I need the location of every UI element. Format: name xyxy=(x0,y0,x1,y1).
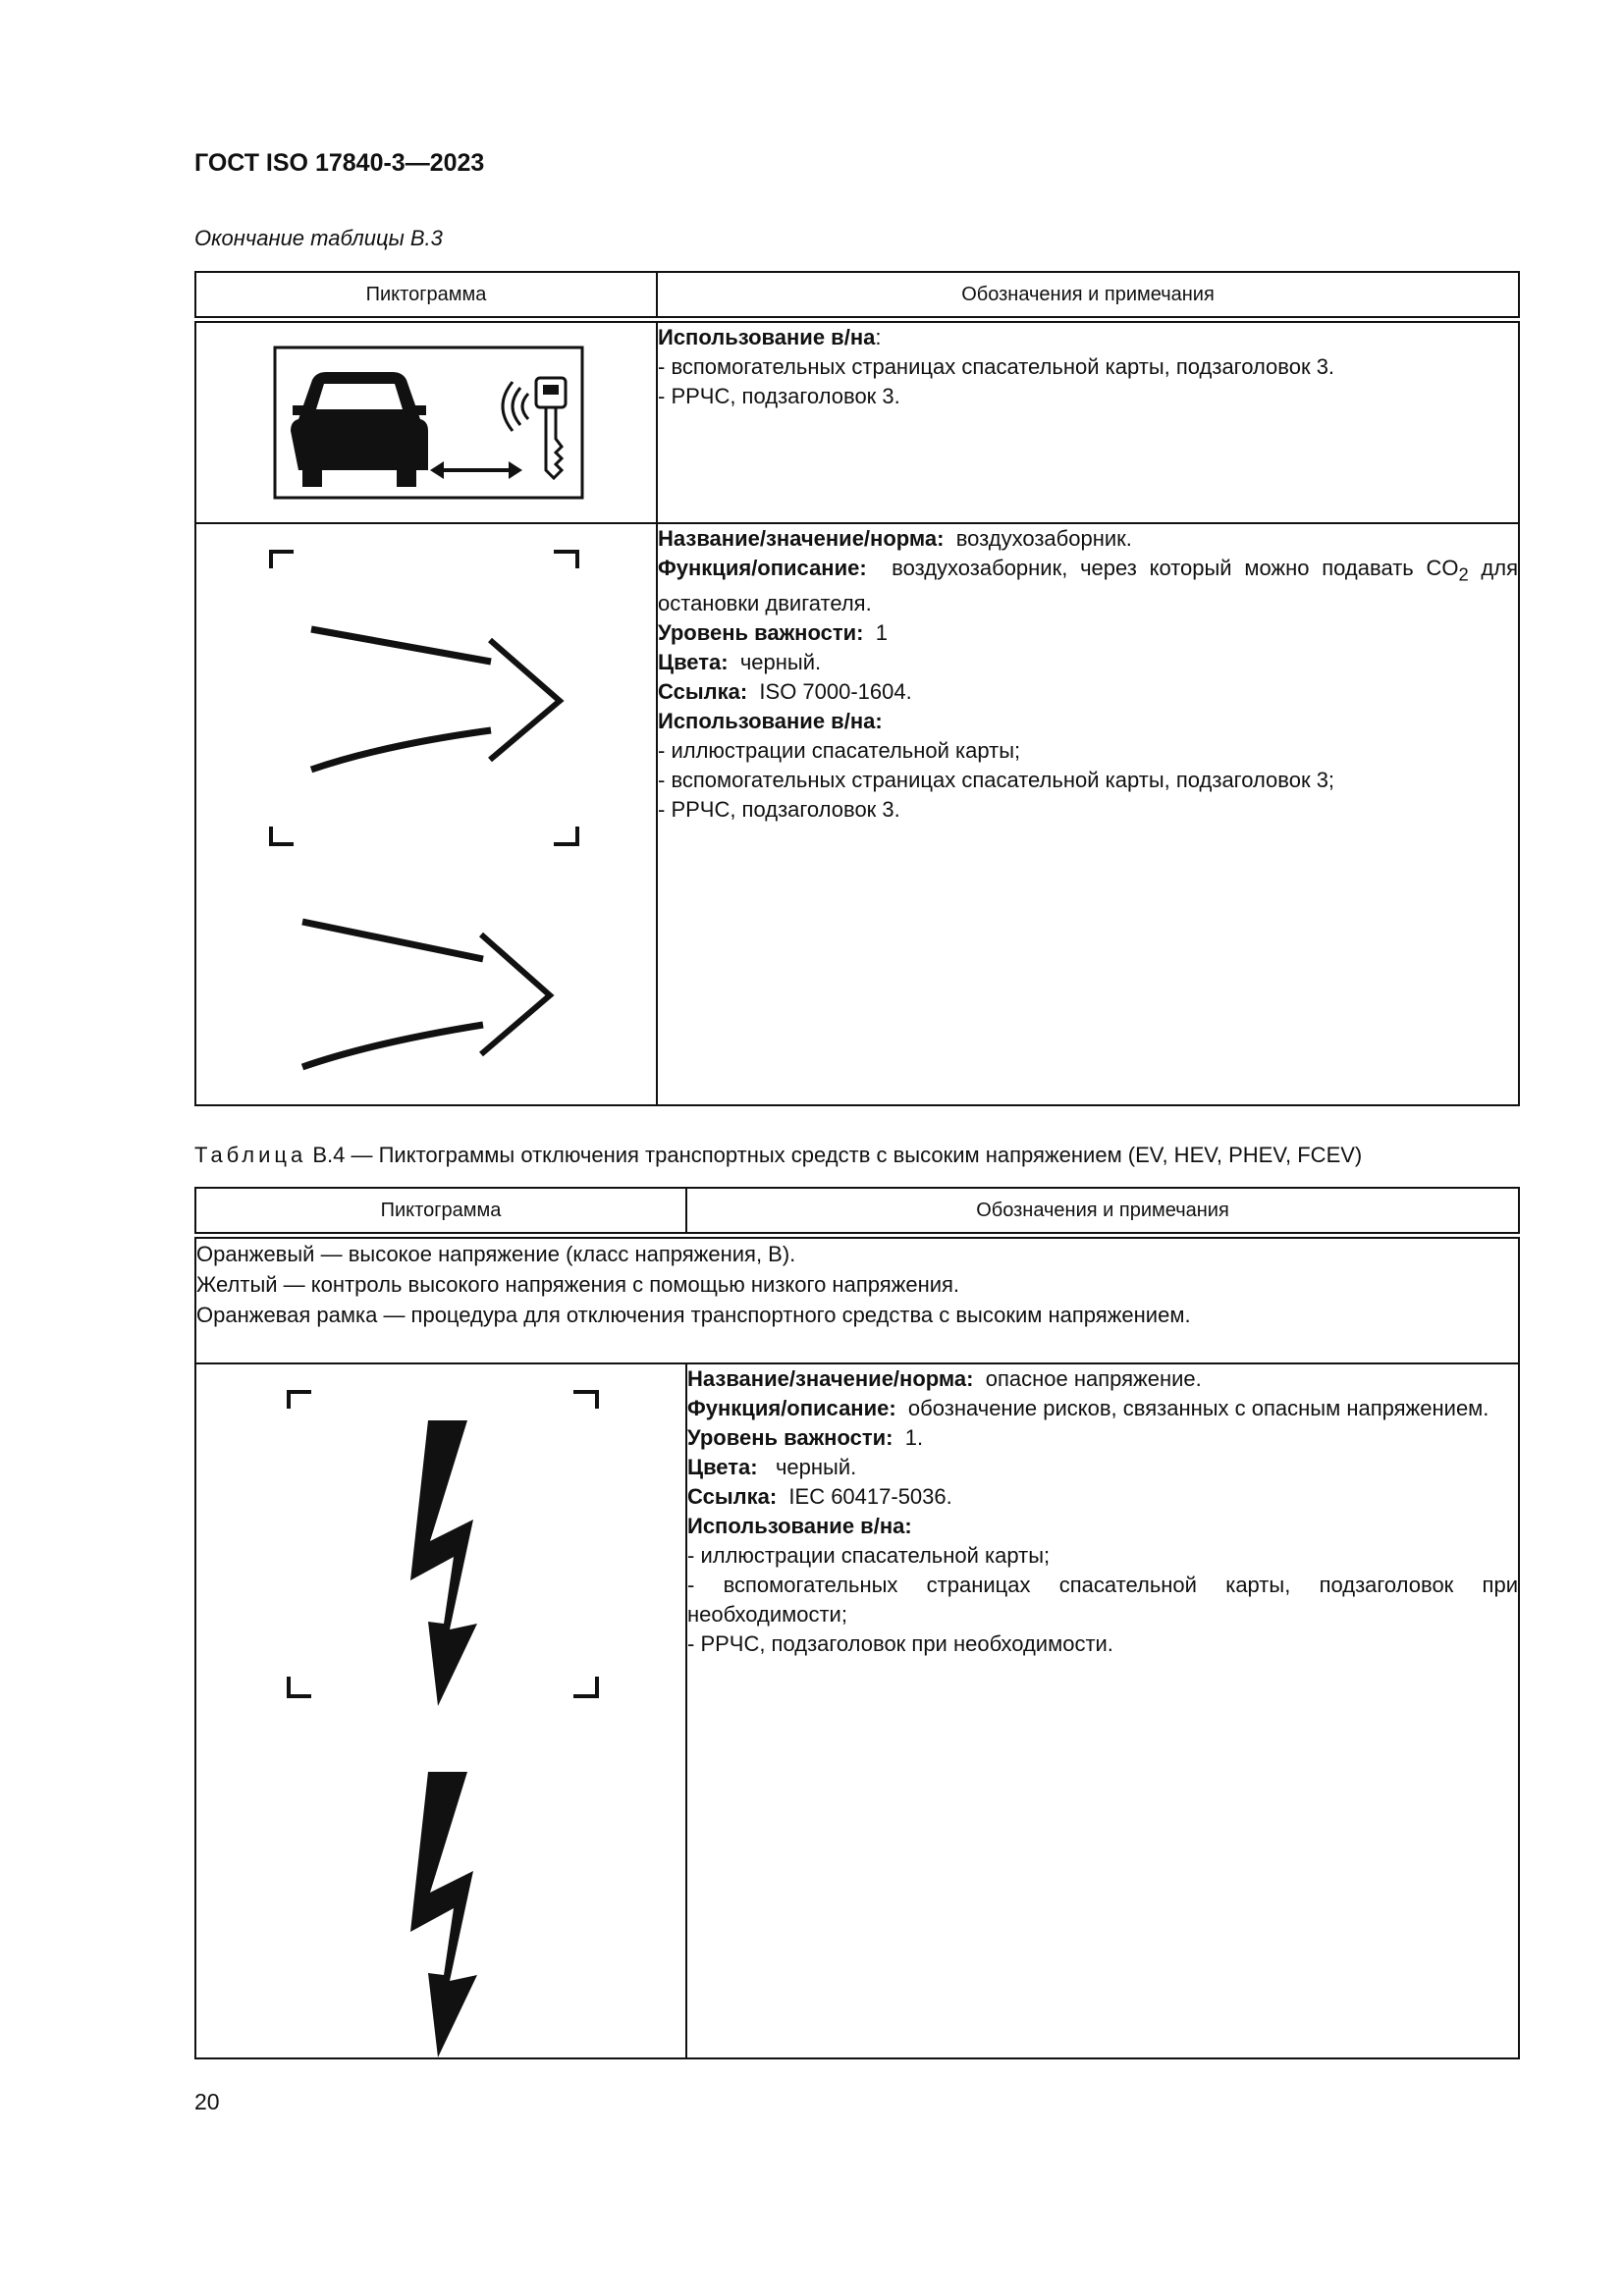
reference-label: Ссылка: xyxy=(658,679,748,705)
color-note: Оранжевая рамка — процедура для отключения транспортного средства с высоким напряжением. xyxy=(196,1303,1191,1327)
name-label: Название/значение/норма: xyxy=(658,526,945,551)
column-header-notes: Обозначения и примечания xyxy=(686,1188,1519,1233)
function-value: воздухозаборник, через который можно подавать CO xyxy=(892,556,1459,580)
table-word: Таблица xyxy=(194,1143,307,1167)
table-b4 xyxy=(194,1187,1520,2059)
level-label: Уровень важности: xyxy=(658,620,864,646)
table-continuation-caption: Окончание таблицы В.3 xyxy=(194,226,443,250)
document-code: ГОСТ ISO 17840-3—2023 xyxy=(194,149,485,177)
function-value: обозначение рисков, связанных с опасным напряжением. xyxy=(907,1396,1489,1420)
use-label: Использование в/на: xyxy=(687,1514,912,1538)
colors-label: Цвета: xyxy=(658,650,729,675)
pictogram-cell xyxy=(195,1363,686,2058)
color-note: Желтый — контроль высокого напряжения с помощью низкого напряжения. xyxy=(196,1272,960,1297)
function-label: Функция/описание: xyxy=(658,556,867,580)
reference-label: Ссылка: xyxy=(687,1484,778,1509)
use-item: - РРЧС, подзаголовок 3. xyxy=(658,384,900,408)
table-row xyxy=(195,322,1519,523)
colors-value: черный. xyxy=(739,650,822,675)
level-value: 1 xyxy=(875,620,888,646)
use-item: - РРЧС, подзаголовок 3. xyxy=(658,797,900,823)
page-number: 20 xyxy=(194,2089,220,2114)
function-subscript: 2 xyxy=(1458,563,1469,585)
use-item: - вспомогательных страницах спасательной карты, подзаголовок 3. xyxy=(658,354,1335,379)
name-value: воздухозаборник. xyxy=(955,526,1132,551)
color-notes-cell xyxy=(195,1238,1519,1363)
function-value-end: для остановки двигателя. xyxy=(658,556,1518,616)
colors-label: Цвета: xyxy=(687,1455,758,1479)
table-b3 xyxy=(194,271,1520,1106)
function-label: Функция/описание: xyxy=(687,1396,896,1420)
name-label: Название/значение/норма: xyxy=(687,1366,974,1391)
table-row xyxy=(195,1238,1519,1363)
reference-value: ISO 7000-1604. xyxy=(759,679,912,705)
notes-cell xyxy=(657,322,1519,523)
color-note: Оранжевый — высокое напряжение (класс напряжения, В). xyxy=(196,1242,796,1266)
table-row xyxy=(195,1363,1519,2058)
air-intake-arrows-icon xyxy=(196,524,658,1104)
car-key-proximity-icon xyxy=(196,323,658,522)
use-colon: : xyxy=(875,325,882,349)
use-label: Использование в/на xyxy=(658,325,876,349)
table-row xyxy=(195,523,1519,1105)
colors-value: черный. xyxy=(775,1455,857,1479)
use-item: - вспомогательных страницах спасательной карты, подзаголовок при необходимости; xyxy=(687,1573,1518,1627)
table-b4-title xyxy=(194,1143,1362,1168)
use-item: - РРЧС, подзаголовок при необходимости. xyxy=(687,1631,1113,1656)
pictogram-cell xyxy=(195,322,657,523)
use-item: - иллюстрации спасательной карты; xyxy=(658,738,1021,764)
column-header-notes: Обозначения и примечания xyxy=(657,272,1519,317)
notes-cell xyxy=(657,523,1519,1105)
level-value: 1. xyxy=(904,1425,924,1450)
table-title-text: В.4 — Пиктограммы отключения транспортных средств с высоким напряжением (EV, HEV, PHEV, FCEV) xyxy=(306,1143,1363,1167)
pictogram-cell xyxy=(195,523,657,1105)
column-header-pictogram: Пиктограмма xyxy=(195,1188,686,1233)
notes-cell xyxy=(686,1363,1519,2058)
reference-value: IEC 60417-5036. xyxy=(788,1484,952,1509)
column-header-pictogram: Пиктограмма xyxy=(195,272,657,317)
name-value: опасное напряжение. xyxy=(985,1366,1202,1391)
use-item: - иллюстрации спасательной карты; xyxy=(687,1543,1051,1568)
use-item: - вспомогательных страницах спасательной карты, подзаголовок 3; xyxy=(658,768,1335,793)
level-label: Уровень важности: xyxy=(687,1425,893,1450)
use-label: Использование в/на: xyxy=(658,709,883,734)
high-voltage-lightning-icon xyxy=(196,1364,687,2057)
